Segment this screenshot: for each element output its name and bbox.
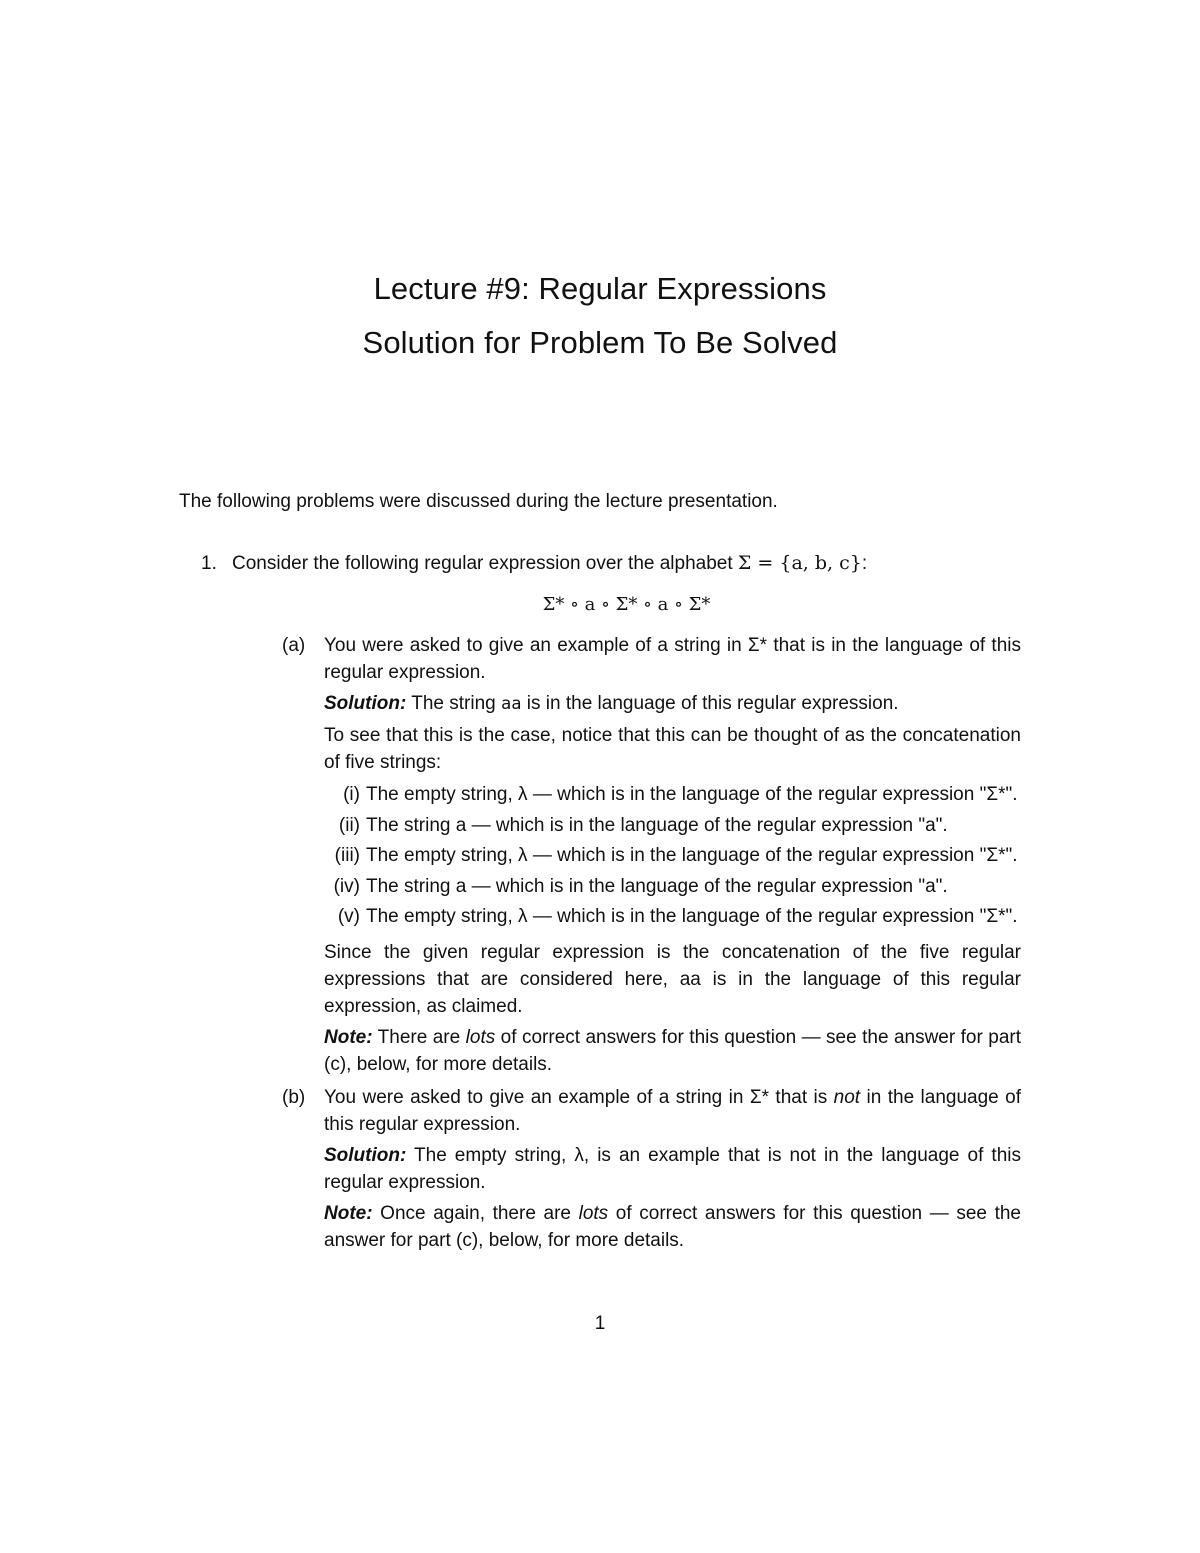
problem-number: 1. <box>201 553 217 574</box>
note-text-end: of correct answers for this question — see the answer for part (c), below, for more details. <box>324 1202 1021 1251</box>
part-label: (a) <box>282 635 306 656</box>
part-a-explanation: To see that this is the case, notice that this can be thought of as the concatenation of five strings: <box>324 725 1021 773</box>
note-lead: Note: <box>324 1202 373 1224</box>
list-item <box>324 841 1021 872</box>
list-item-text: The empty string, λ — which is in the language of the regular expression "Σ*". <box>366 906 1018 927</box>
part-a-question: You were asked to give an example of a string in Σ* that is in the language of this regular expression. <box>324 635 1021 683</box>
list-item-label: (i) <box>343 784 360 805</box>
solution-lead: Solution: <box>324 1144 407 1166</box>
part-label: (b) <box>282 1086 306 1108</box>
list-item-text: The string a — which is in the language of the regular expression "a". <box>366 875 948 897</box>
list-item-text: The empty string, λ — which is in the language of the regular expression "Σ*". <box>366 845 1018 866</box>
list-item <box>324 902 1021 933</box>
list-item <box>324 872 1021 903</box>
question-emphasis: not <box>833 1086 861 1108</box>
list-item-label: (v) <box>337 906 360 927</box>
list-item-label: (iv) <box>333 875 360 897</box>
solution-text-end: is in the language of this regular expression. <box>521 693 899 714</box>
part-a-solution <box>324 690 1021 718</box>
page-number: 1 <box>594 1313 606 1334</box>
part-a-note <box>324 1024 1021 1078</box>
alphabet-definition: Σ = {a, b, c} <box>737 552 862 574</box>
list-item-text: The string a — which is in the language of the regular expression "a". <box>366 814 948 836</box>
list-item-text: The empty string, λ — which is in the language of the regular expression "Σ*". <box>366 784 1018 805</box>
part-b-solution <box>324 1142 1021 1196</box>
question-text-end: in the language of this regular expression. <box>324 1086 1022 1135</box>
note-text: Once again, there are <box>372 1202 579 1224</box>
list-item-label: (iii) <box>334 845 360 866</box>
problem-text: Consider the following regular expression over the alphabet <box>232 553 738 574</box>
question-text: You were asked to give an example of a string in Σ* that is <box>324 1086 834 1108</box>
page-title: Lecture #9: Regular Expressions <box>373 271 827 306</box>
title-block <box>0 262 1200 370</box>
part-a-conclusion: Since the given regular expression is the concatenation of the five regular expressions that are considered here, aa is in the language of this regular expression, as claimed. <box>324 941 1021 1017</box>
part-b <box>232 1084 1021 1254</box>
solution-string: aa <box>501 694 522 714</box>
list-item-label: (ii) <box>338 814 360 836</box>
solution-text: The string <box>406 693 502 714</box>
intro-paragraph: The following problems were discussed during the lecture presentation. <box>179 491 778 512</box>
part-b-question <box>324 1084 1021 1138</box>
problem-statement <box>232 550 1021 577</box>
concatenation-list <box>324 780 1021 933</box>
part-b-note <box>324 1200 1021 1254</box>
problem-list <box>179 550 1021 1258</box>
page-subtitle: Solution for Problem To Be Solved <box>362 325 838 360</box>
note-text: There are <box>372 1026 466 1048</box>
note-emphasis: lots <box>578 1202 609 1224</box>
note-emphasis: lots <box>465 1026 496 1048</box>
solution-text: The empty string, λ, is an example that is not in the language of this regular expression. <box>324 1144 1021 1193</box>
list-item <box>324 780 1021 811</box>
problem-text-end: : <box>861 553 868 574</box>
part-a <box>232 632 1021 1078</box>
solution-lead: Solution: <box>324 693 407 714</box>
note-lead: Note: <box>324 1026 373 1048</box>
list-item <box>324 811 1021 842</box>
problem-1 <box>179 550 1021 1254</box>
display-expression: Σ* ∘ a ∘ Σ* ∘ a ∘ Σ* <box>542 594 711 615</box>
note-text-end: of correct answers for this question — see the answer for part (c), below, for more details. <box>324 1026 1021 1075</box>
